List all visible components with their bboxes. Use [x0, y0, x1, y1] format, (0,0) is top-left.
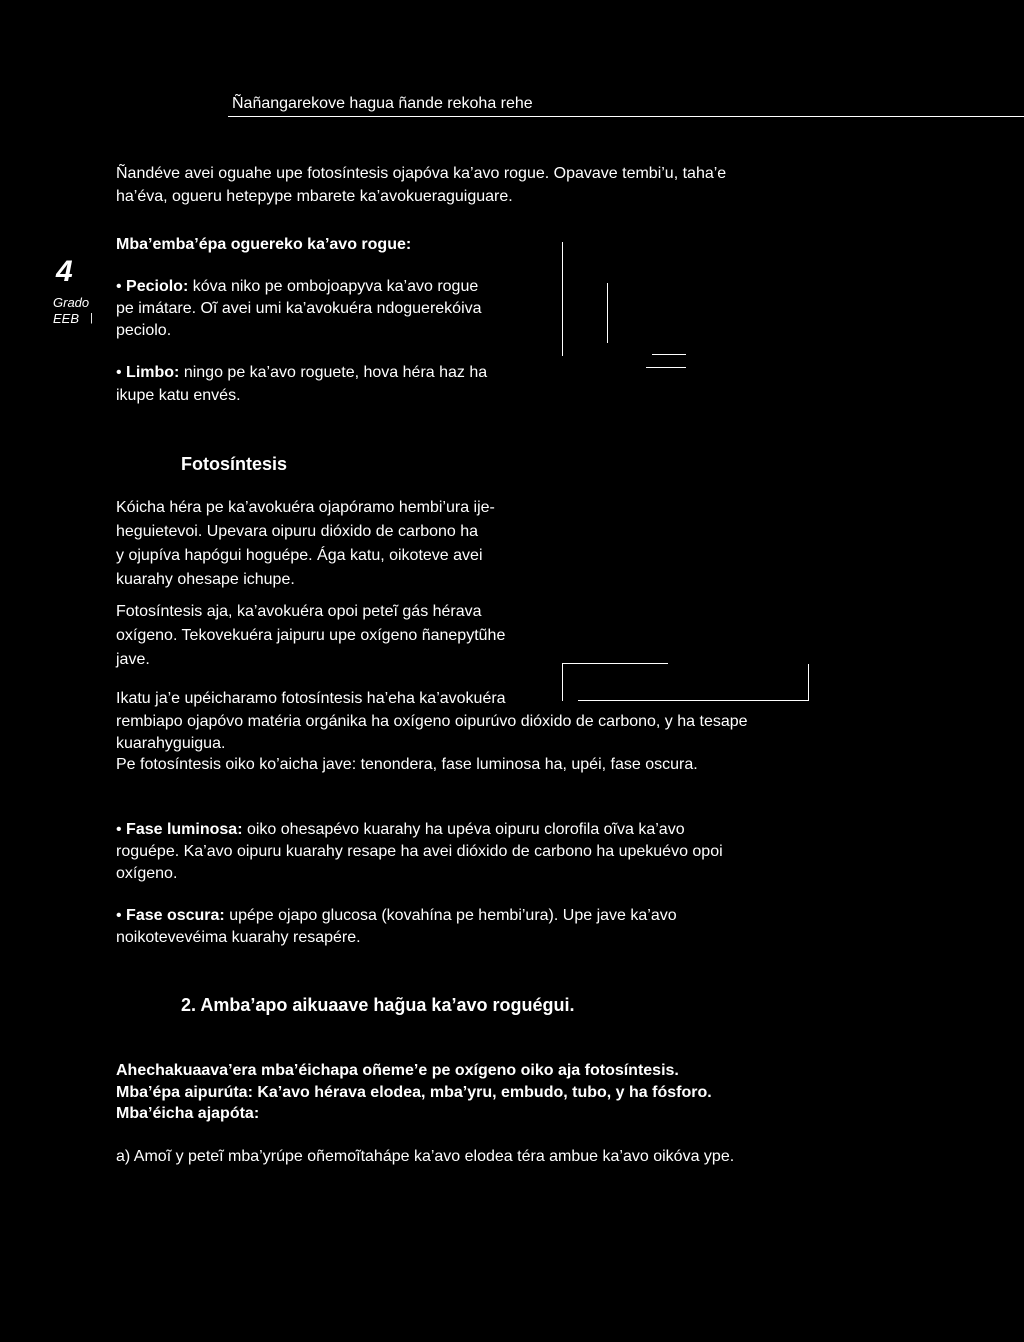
peciolo-line-3: peciolo.	[116, 322, 172, 339]
peciolo-text: kóva niko pe ombojoapyva ka’avo rogue	[188, 278, 479, 295]
fotosintesis-p1	[116, 496, 556, 592]
peciolo-item: • Peciolo: kóva niko pe ombojoapyva ka’avo rogue	[116, 278, 479, 295]
fotosintesis-p2	[116, 600, 556, 672]
diagram-top-line	[562, 663, 668, 664]
p3-line-3: kuarahyguigua.	[116, 735, 226, 752]
figure-label-line-2	[646, 367, 686, 368]
diagram-bottom-line	[578, 700, 808, 701]
side-mark: |	[90, 312, 93, 324]
p3-line-2: rembiapo ojapóvo matéria orgánika ha oxígeno oipurúvo dióxido de carbono, y ha tesape	[116, 713, 748, 730]
figure-frame-line	[562, 242, 563, 356]
fase-oscura-line-2: noikotevevéima kuarahy resapére.	[116, 929, 361, 946]
p3-line-4: Pe fotosíntesis oiko ko’aicha jave: tenondera, fase luminosa ha, upéi, fase oscura.	[116, 756, 698, 773]
intro-line-2: ha’éva, ogueru hetepype mbarete ka’avokueraguiguare.	[116, 188, 513, 205]
diagram-left-line	[562, 663, 563, 701]
grade-level: EEB	[53, 311, 80, 326]
activity-heading: 2. Amba’apo aikuaave hag̃ua ka’avo roguégui.	[181, 995, 575, 1015]
fase-luminosa-line-2: roguépe. Ka’avo oipuru kuarahy resape ha avei dióxido de carbono ha upekuévo opoi	[116, 843, 723, 860]
p3-line-1: Ikatu ja’e upéicharamo fotosíntesis ha’eha ka’avokuéra	[116, 690, 506, 707]
p2-line-3: jave.	[116, 651, 150, 668]
fase-luminosa-item: • Fase luminosa: oiko ohesapévo kuarahy ha upéva oipuru clorofila oĩva ka’avo	[116, 821, 685, 838]
grade-label	[53, 295, 89, 327]
grade-number: 4	[56, 255, 73, 288]
fase-luminosa-text: oiko ohesapévo kuarahy ha upéva oipuru clorofila oĩva ka’avo	[242, 821, 685, 838]
p1-line-3: y ojupíva hapógui hoguépe. Ága katu, oikoteve avei	[116, 547, 483, 564]
activity-steps-heading: Mba’éicha ajapóta:	[116, 1105, 260, 1122]
figure-stem-line	[607, 283, 608, 343]
fase-luminosa-label: Fase luminosa:	[126, 821, 243, 838]
header-rule	[228, 116, 1024, 117]
peciolo-line-2: pe imátare. Oĩ avei umi ka’avokuéra ndoguerekóiva	[116, 300, 482, 317]
fase-oscura-item: • Fase oscura: upépe ojapo glucosa (kovahína pe hembi’ura). Upe jave ka’avo	[116, 907, 677, 924]
leaf-parts-heading: Mba’emba’épa oguereko ka’avo rogue:	[116, 236, 412, 253]
p2-line-1: Fotosíntesis aja, ka’avokuéra opoi peteĩ gás hérava	[116, 603, 482, 620]
header-title: Ñañangarekove hagua ñande rekoha rehe	[232, 95, 533, 112]
activity-step-a: a) Amoĩ y peteĩ mba’yrúpe oñemoĩtahápe ka’avo elodea téra ambue ka’avo oikóva ype.	[116, 1148, 735, 1165]
limbo-label: Limbo:	[126, 364, 180, 381]
peciolo-label: Peciolo:	[126, 278, 189, 295]
figure-label-line-1	[652, 354, 686, 355]
activity-objective: Ahechakuaava’era mba’éichapa oñeme’e pe oxígeno oiko aja fotosíntesis.	[116, 1062, 679, 1079]
limbo-line-2: ikupe katu envés.	[116, 387, 241, 404]
activity-materials: Mba’épa aipurúta: Ka’avo hérava elodea, mba’yru, embudo, tubo, y ha fósforo.	[116, 1084, 712, 1101]
fase-oscura-label: Fase oscura:	[126, 907, 225, 924]
p1-line-1: Kóicha héra pe ka’avokuéra ojapóramo hembi’ura ije-	[116, 499, 495, 516]
fase-oscura-text: upépe ojapo glucosa (kovahína pe hembi’ura). Upe jave ka’avo	[224, 907, 677, 924]
limbo-text: ningo pe ka’avo roguete, hova héra haz ha	[179, 364, 488, 381]
p1-line-2: heguietevoi. Upevara oipuru dióxido de carbono ha	[116, 523, 479, 540]
p1-line-4: kuarahy ohesape ichupe.	[116, 571, 295, 588]
fotosintesis-heading: Fotosíntesis	[181, 454, 288, 474]
intro-line-1: Ñandéve avei oguahe upe fotosíntesis ojapóva ka’avo rogue. Opavave tembi’u, taha’e	[116, 165, 727, 182]
p2-line-2: oxígeno. Tekovekuéra jaipuru upe oxígeno ñanepytũhe	[116, 627, 506, 644]
grade-label-text: Grado	[53, 295, 90, 310]
fase-luminosa-line-3: oxígeno.	[116, 865, 178, 882]
diagram-right-line	[808, 664, 809, 701]
limbo-item: • Limbo: ningo pe ka’avo roguete, hova héra haz ha	[116, 364, 488, 381]
